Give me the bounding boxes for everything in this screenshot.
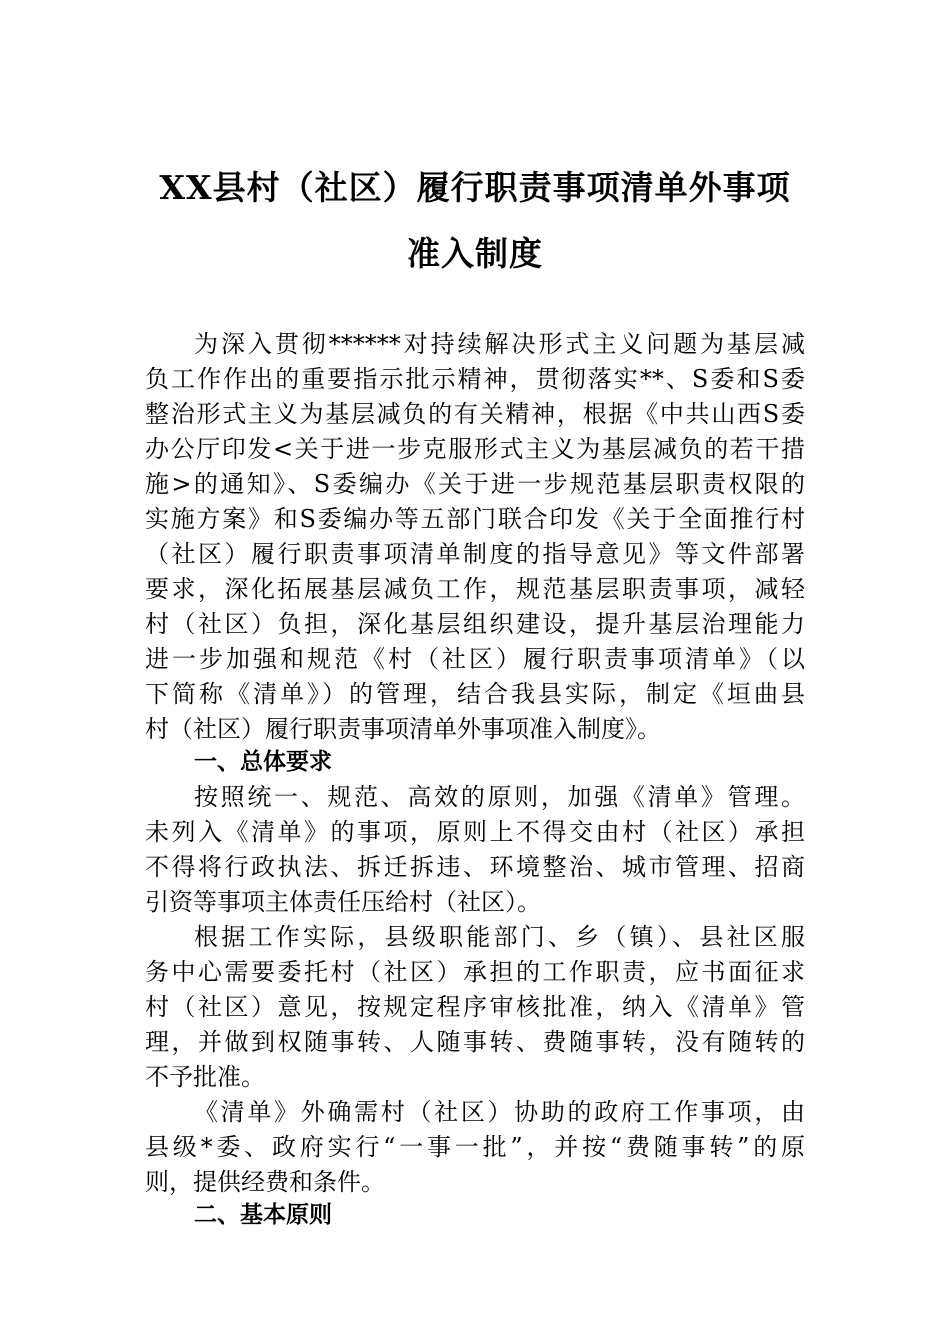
body-text-line: 根据工作实际，县级职能部门、乡（镇）、县社区服 bbox=[194, 923, 805, 951]
body-text-line: 要求，深化拓展基层减负工作，规范基层职责事项，减轻 bbox=[145, 575, 805, 603]
body-text-line: 负工作作出的重要指示批示精神，贯彻落实**、S委和S委 bbox=[145, 365, 805, 393]
body-text-line: 实施方案》和S委编办等五部门联合印发《关于全面推行村 bbox=[145, 505, 805, 533]
body-text-line: 村（社区）意见，按规定程序审核批准，纳入《清单》管 bbox=[145, 993, 805, 1021]
body-text-line: 未列入《清单》的事项，原则上不得交由村（社区）承担 bbox=[145, 818, 805, 846]
body-text-line: 《清单》外确需村（社区）协助的政府工作事项，由 bbox=[194, 1098, 805, 1126]
body-text-line: 务中心需要委托村（社区）承担的工作职责，应书面征求 bbox=[145, 958, 805, 986]
body-text-line: 不予批准。 bbox=[145, 1063, 265, 1091]
body-text-line: 办公厅印发<关于进一步克服形式主义为基层减负的若干措 bbox=[145, 435, 805, 463]
body-text-line: 施>的通知》、S委编办《关于进一步规范基层职责权限的 bbox=[145, 470, 805, 498]
section-heading-2: 二、基本原则 bbox=[194, 1202, 332, 1228]
body-text-line: 整治形式主义为基层减负的有关精神，根据《中共山西S委 bbox=[145, 400, 805, 428]
body-text-line: 则，提供经费和条件。 bbox=[145, 1168, 385, 1196]
document-title-line-1: XX县村（社区）履行职责事项清单外事项 bbox=[159, 168, 791, 207]
body-text-line: 县级*委、政府实行“一事一批”，并按“费随事转”的原 bbox=[145, 1133, 805, 1161]
body-text-line: 村（社区）履行职责事项清单外事项准入制度》。 bbox=[145, 715, 661, 743]
section-heading-1: 一、总体要求 bbox=[194, 749, 332, 775]
body-text-line: 下简称《清单》）的管理，结合我县实际，制定《垣曲县 bbox=[145, 680, 805, 708]
document-title-line-2: 准入制度 bbox=[407, 234, 543, 273]
body-text-line: 进一步加强和规范《村（社区）履行职责事项清单》（以 bbox=[145, 645, 805, 673]
body-text-line: 为深入贯彻******对持续解决形式主义问题为基层减 bbox=[194, 330, 805, 358]
body-text-line: 不得将行政执法、拆迁拆违、环境整治、城市管理、招商 bbox=[145, 853, 805, 881]
body-text-line: 理，并做到权随事转、人随事转、费随事转，没有随转的 bbox=[145, 1028, 805, 1056]
body-text-line: 按照统一、规范、高效的原则，加强《清单》管理。 bbox=[194, 783, 805, 811]
body-text-line: 引资等事项主体责任压给村（社区）。 bbox=[145, 888, 541, 916]
body-text-line: （社区）履行职责事项清单制度的指导意见》等文件部署 bbox=[145, 540, 805, 568]
body-text-line: 村（社区）负担，深化基层组织建设，提升基层治理能力 bbox=[145, 610, 805, 638]
